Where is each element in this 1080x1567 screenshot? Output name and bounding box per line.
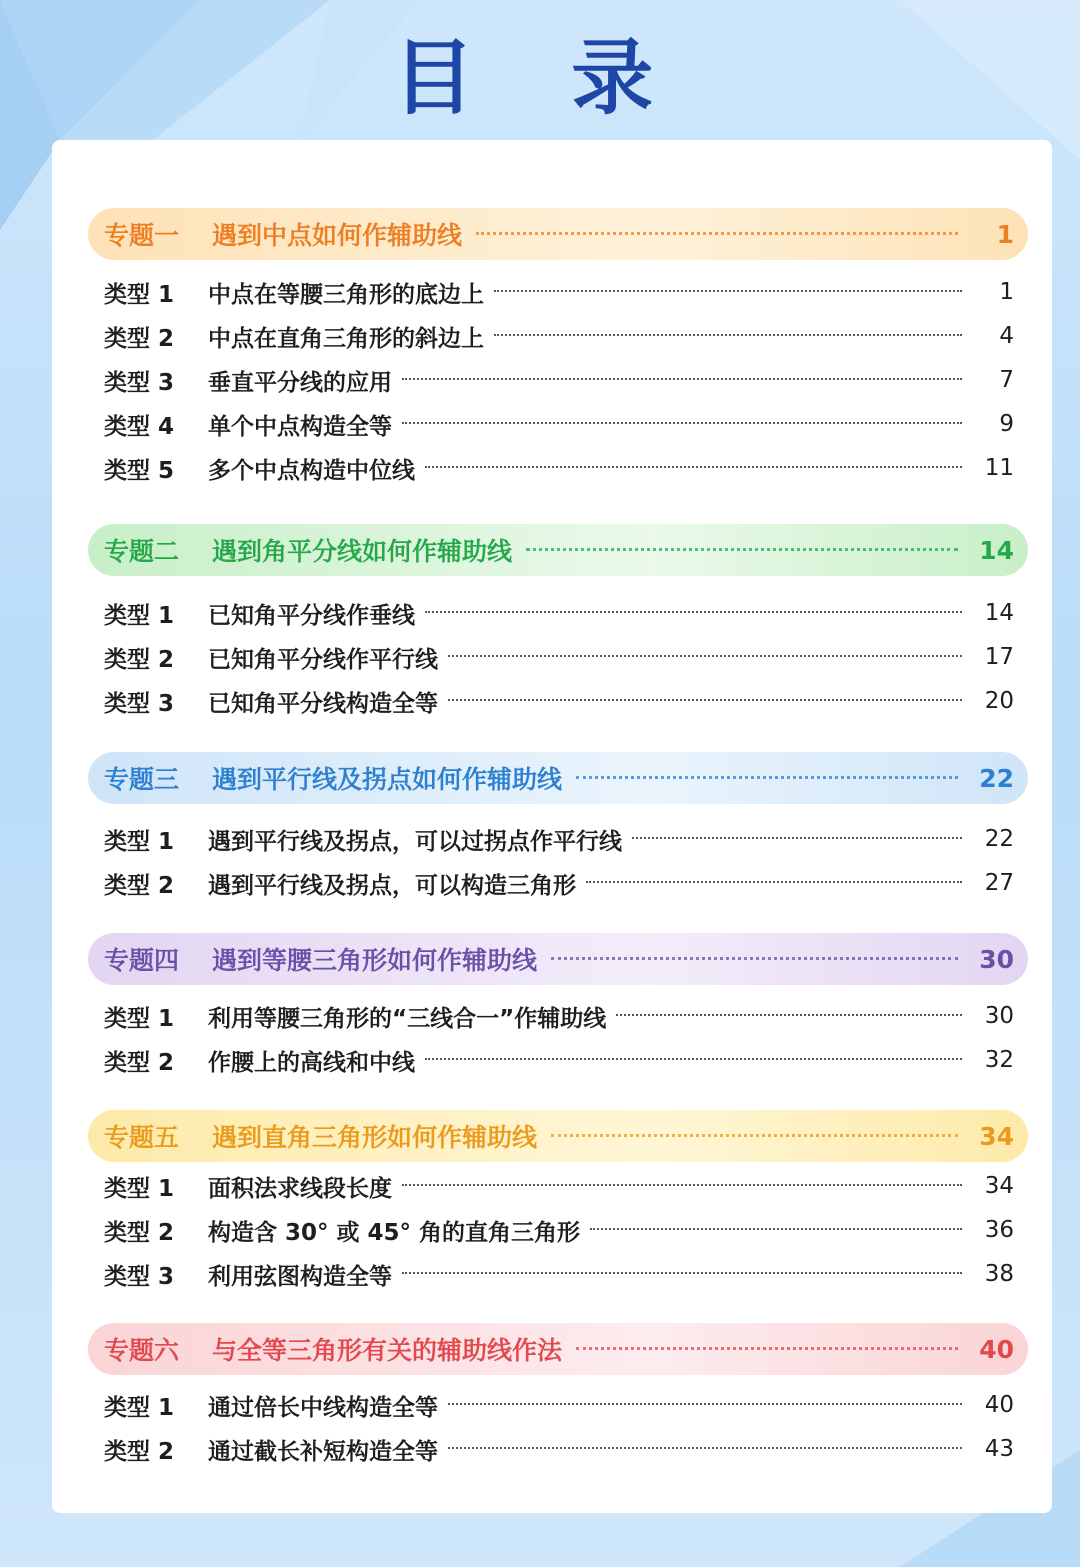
toc-item[interactable] — [104, 316, 1014, 356]
topic-title: 遇到等腰三角形如何作辅助线 — [212, 946, 538, 975]
item-page: 14 — [984, 600, 1014, 626]
toc-item[interactable] — [104, 996, 1014, 1036]
leader-dots — [448, 1403, 962, 1405]
topic-2[interactable] — [88, 524, 1028, 576]
leader-dots — [425, 1058, 962, 1060]
topic-page: 30 — [979, 944, 1014, 974]
item-type: 类型 1 — [104, 1394, 175, 1421]
topic-number: 专题六 — [104, 1336, 180, 1365]
toc-item[interactable] — [104, 1429, 1014, 1469]
leader-dots — [551, 957, 958, 960]
toc-item[interactable] — [104, 1254, 1014, 1294]
item-type: 类型 2 — [104, 646, 175, 673]
toc-item[interactable] — [104, 1040, 1014, 1080]
item-text: 单个中点构造全等 — [208, 413, 392, 440]
topic-number: 专题四 — [104, 946, 180, 975]
item-page: 22 — [984, 826, 1014, 852]
item-text: 已知角平分线构造全等 — [208, 690, 438, 717]
toc-item[interactable] — [104, 863, 1014, 903]
item-page: 1 — [999, 279, 1014, 305]
leader-dots — [494, 290, 962, 292]
item-type: 类型 3 — [104, 369, 175, 396]
leader-dots — [425, 466, 962, 468]
toc-item[interactable] — [104, 1166, 1014, 1206]
toc-item[interactable] — [104, 272, 1014, 312]
leader-dots — [425, 611, 962, 613]
item-text: 中点在等腰三角形的底边上 — [208, 281, 484, 308]
item-text: 多个中点构造中位线 — [208, 457, 415, 484]
topic-page: 34 — [979, 1121, 1014, 1151]
leader-dots — [448, 655, 962, 657]
toc-item[interactable] — [104, 681, 1014, 721]
toc-item[interactable] — [104, 637, 1014, 677]
item-text: 利用弦图构造全等 — [208, 1263, 392, 1290]
item-text: 面积法求线段长度 — [208, 1175, 392, 1202]
topic-5[interactable] — [88, 1110, 1028, 1162]
leader-dots — [402, 1184, 962, 1186]
toc-item[interactable] — [104, 360, 1014, 400]
leader-dots — [494, 334, 962, 336]
topic-title: 遇到中点如何作辅助线 — [212, 221, 463, 250]
toc-item[interactable] — [104, 819, 1014, 859]
topic-page: 40 — [979, 1334, 1014, 1364]
toc-item[interactable] — [104, 1385, 1014, 1425]
item-type: 类型 1 — [104, 602, 175, 629]
item-text: 遇到平行线及拐点，可以过拐点作平行线 — [208, 828, 622, 855]
topic-page: 1 — [996, 219, 1014, 249]
topic-number: 专题三 — [104, 765, 180, 794]
leader-dots — [551, 1134, 958, 1137]
item-type: 类型 1 — [104, 1175, 175, 1202]
leader-dots — [402, 1272, 962, 1274]
item-text: 垂直平分线的应用 — [208, 369, 392, 396]
item-type: 类型 3 — [104, 1263, 175, 1290]
item-text: 遇到平行线及拐点，可以构造三角形 — [208, 872, 576, 899]
item-type: 类型 5 — [104, 457, 175, 484]
item-type: 类型 2 — [104, 1049, 175, 1076]
item-type: 类型 2 — [104, 325, 175, 352]
leader-dots — [448, 1447, 962, 1449]
topic-4[interactable] — [88, 933, 1028, 985]
item-text: 构造含 30° 或 45° 角的直角三角形 — [208, 1219, 581, 1246]
topic-number: 专题二 — [104, 537, 180, 566]
toc-item[interactable] — [104, 404, 1014, 444]
item-page: 7 — [999, 367, 1014, 393]
topic-6[interactable] — [88, 1323, 1028, 1375]
item-page: 34 — [984, 1173, 1014, 1199]
leader-dots — [590, 1228, 962, 1230]
leader-dots — [586, 881, 962, 883]
item-page: 20 — [984, 688, 1014, 714]
leader-dots — [476, 232, 958, 235]
item-page: 43 — [984, 1436, 1014, 1462]
item-type: 类型 1 — [104, 281, 175, 308]
item-text: 通过截长补短构造全等 — [208, 1438, 438, 1465]
item-type: 类型 1 — [104, 828, 175, 855]
item-page: 32 — [984, 1047, 1014, 1073]
item-text: 中点在直角三角形的斜边上 — [208, 325, 484, 352]
item-text: 已知角平分线作平行线 — [208, 646, 438, 673]
item-type: 类型 2 — [104, 872, 175, 899]
item-type: 类型 3 — [104, 690, 175, 717]
toc-item[interactable] — [104, 1210, 1014, 1250]
leader-dots — [632, 837, 962, 839]
item-text: 已知角平分线作垂线 — [208, 602, 415, 629]
topic-page: 14 — [979, 535, 1014, 565]
topic-title: 遇到角平分线如何作辅助线 — [212, 537, 513, 566]
leader-dots — [576, 776, 958, 779]
item-page: 30 — [984, 1003, 1014, 1029]
item-text: 利用等腰三角形的“三线合一”作辅助线 — [208, 1005, 607, 1032]
leader-dots — [448, 699, 962, 701]
topic-page: 22 — [979, 763, 1014, 793]
toc-item[interactable] — [104, 593, 1014, 633]
item-text: 通过倍长中线构造全等 — [208, 1394, 438, 1421]
item-page: 40 — [984, 1392, 1014, 1418]
leader-dots — [616, 1014, 962, 1016]
item-type: 类型 4 — [104, 413, 175, 440]
topic-1[interactable] — [88, 208, 1028, 260]
toc-item[interactable] — [104, 448, 1014, 488]
topic-title: 遇到直角三角形如何作辅助线 — [212, 1123, 538, 1152]
topic-number: 专题五 — [104, 1123, 180, 1152]
leader-dots — [402, 378, 962, 380]
item-page: 17 — [984, 644, 1014, 670]
topic-title: 遇到平行线及拐点如何作辅助线 — [212, 765, 563, 794]
item-page: 27 — [984, 870, 1014, 896]
item-page: 36 — [984, 1217, 1014, 1243]
item-type: 类型 2 — [104, 1438, 175, 1465]
topic-title: 与全等三角形有关的辅助线作法 — [212, 1336, 563, 1365]
item-text: 作腰上的高线和中线 — [208, 1049, 415, 1076]
leader-dots — [576, 1347, 958, 1350]
item-type: 类型 1 — [104, 1005, 175, 1032]
item-page: 9 — [999, 411, 1014, 437]
item-type: 类型 2 — [104, 1219, 175, 1246]
leader-dots — [402, 422, 962, 424]
item-page: 38 — [984, 1261, 1014, 1287]
topic-number: 专题一 — [104, 221, 180, 250]
leader-dots — [526, 548, 958, 551]
page-title: 目 录 — [392, 31, 688, 126]
item-page: 11 — [984, 455, 1014, 481]
item-page: 4 — [999, 323, 1014, 349]
topic-3[interactable] — [88, 752, 1028, 804]
